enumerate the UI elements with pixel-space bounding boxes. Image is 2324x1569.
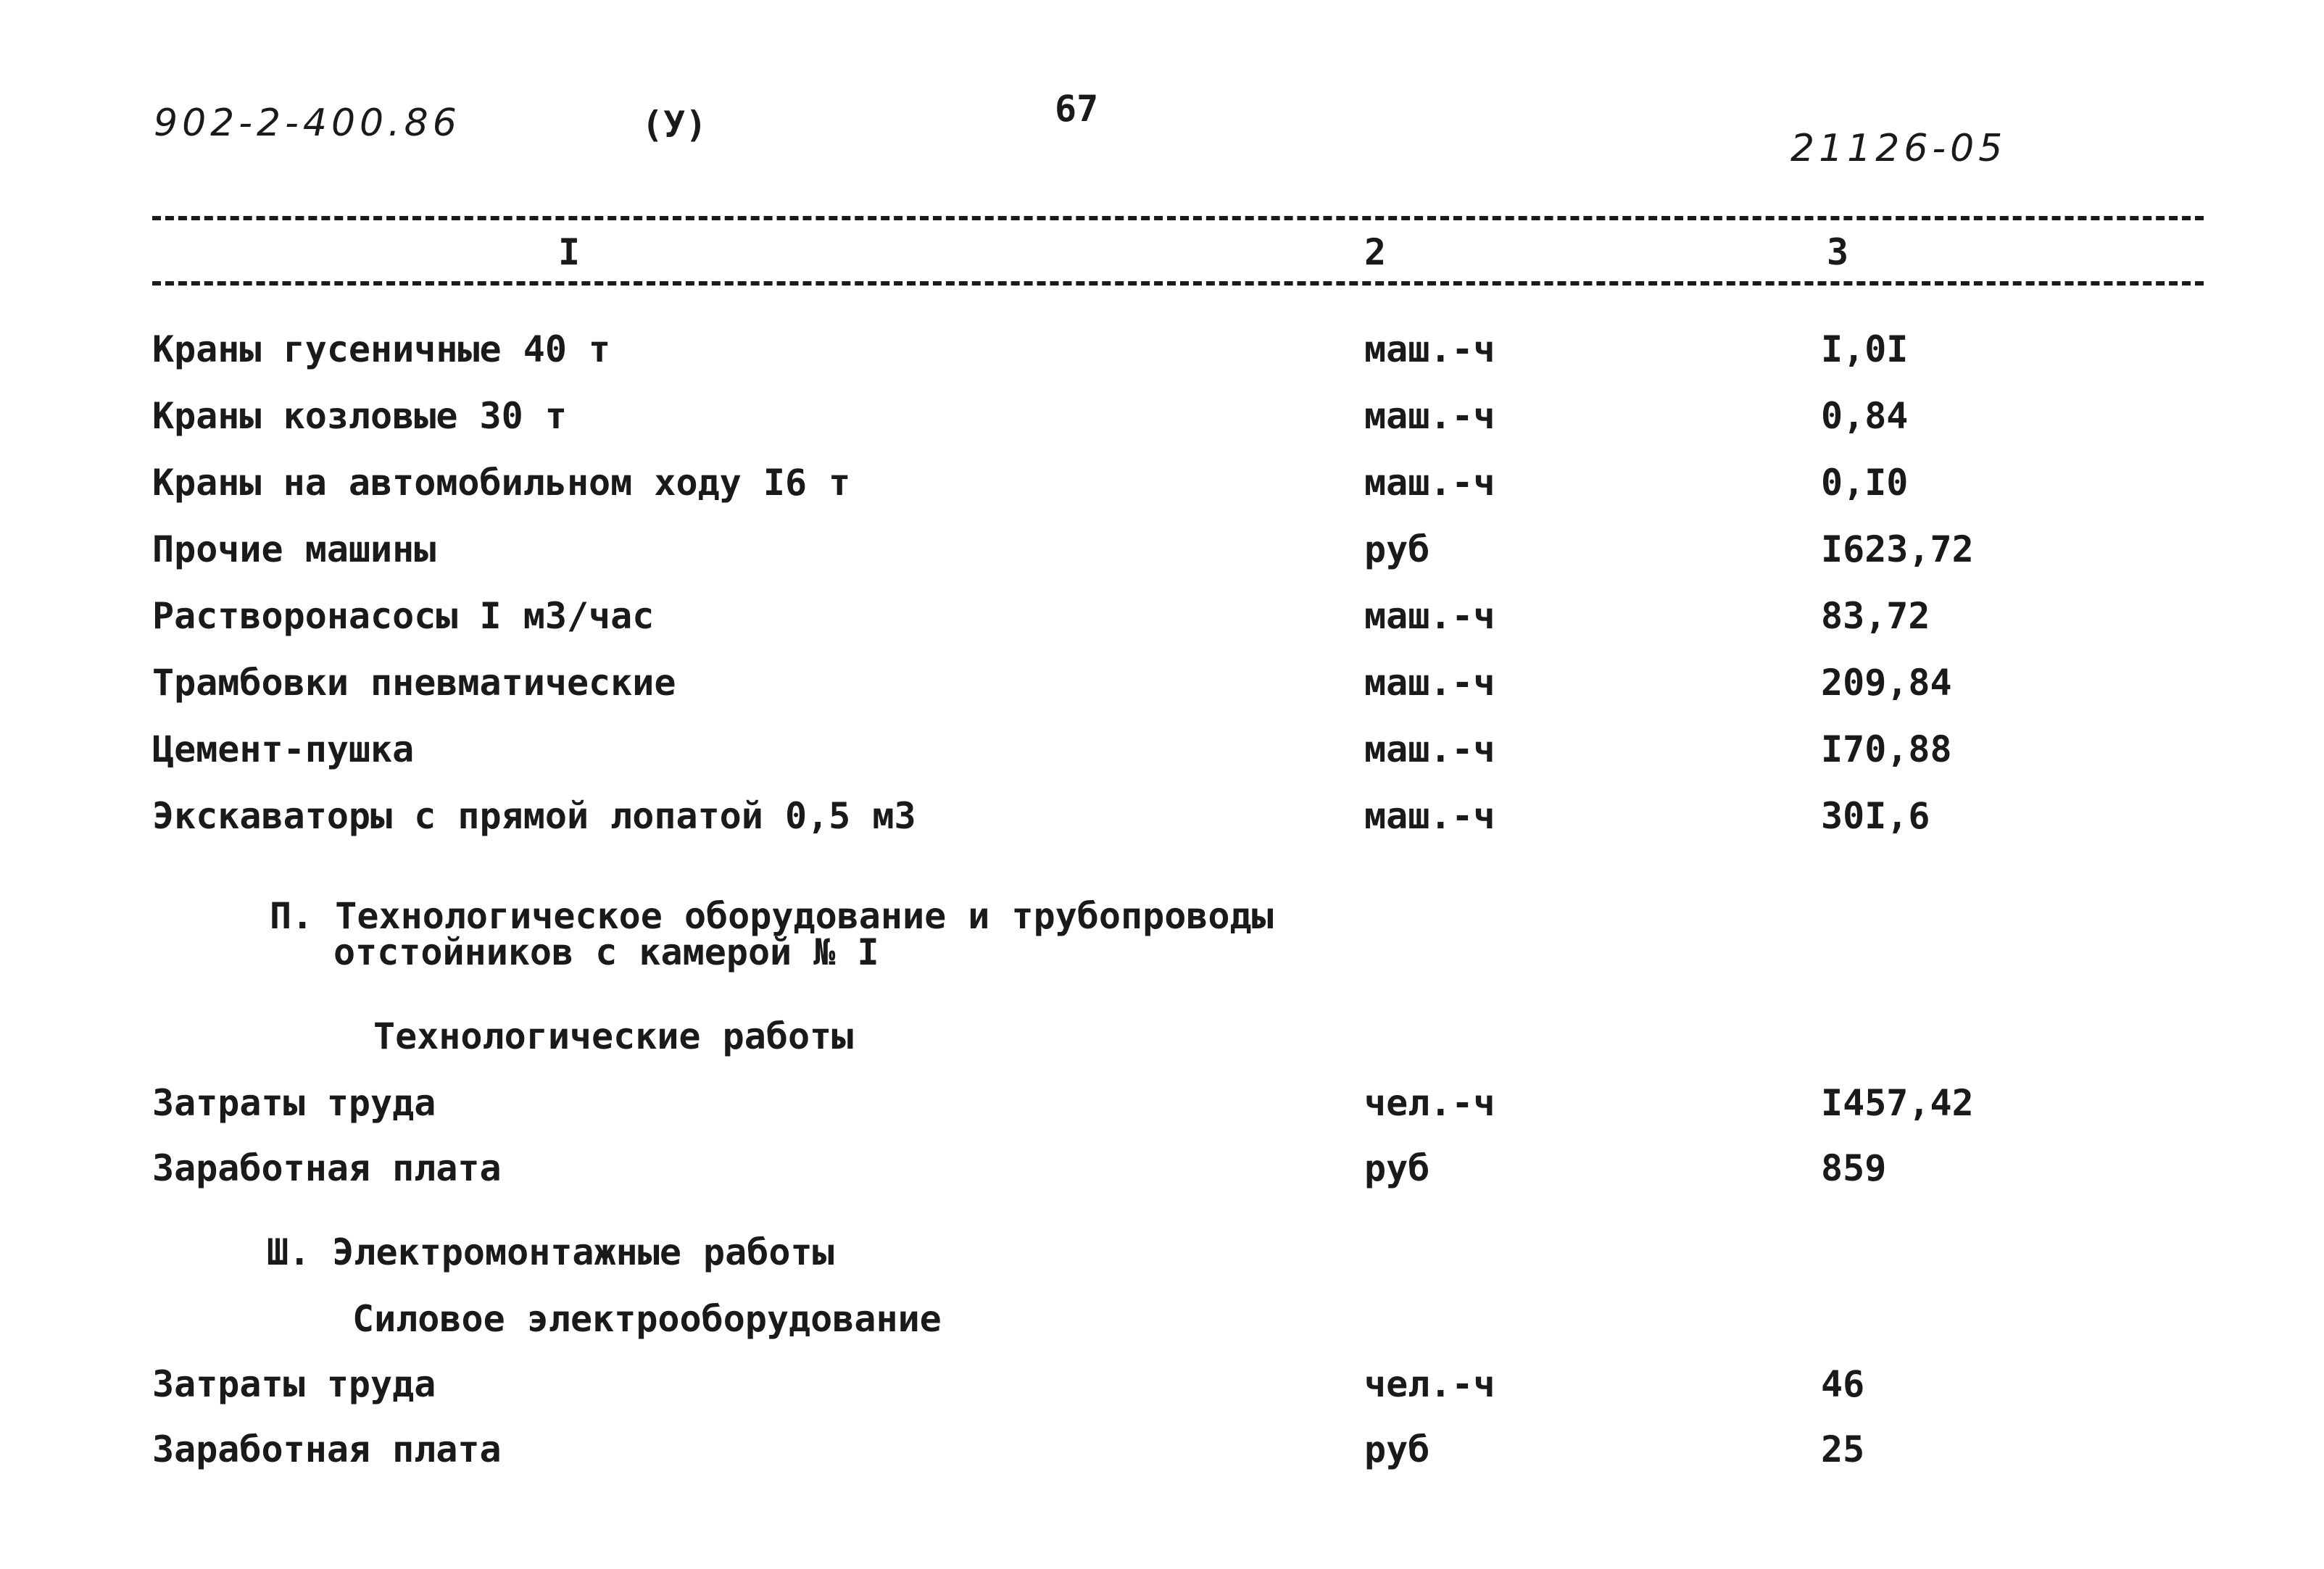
row-unit: маш.-ч — [1364, 795, 1495, 837]
row-value: 0,84 — [1821, 395, 1909, 437]
row-name: Цемент-пушка — [152, 728, 415, 770]
row-value: I70,88 — [1821, 728, 1952, 770]
row-name: Затраты труда — [152, 1082, 436, 1124]
row-name: Краны гусеничные 40 т — [152, 328, 611, 370]
row-unit: чел.-ч — [1364, 1363, 1495, 1405]
row-name: Затраты труда — [152, 1363, 436, 1405]
handwritten-stamp: 21126-05 — [1790, 127, 2007, 170]
row-unit: руб — [1364, 1428, 1430, 1470]
row-unit: чел.-ч — [1364, 1082, 1495, 1124]
row-name: Растворонасосы I м3/час — [152, 595, 655, 637]
section-2-title: П. Технологическое оборудование и трубопроводы — [270, 895, 1274, 937]
row-value: 46 — [1821, 1363, 1865, 1405]
table-row — [0, 461, 2324, 512]
row-value: 859 — [1821, 1147, 1887, 1189]
column-header-2: 2 — [1364, 231, 1387, 273]
section-3-subtitle: Силовое электрооборудование — [352, 1298, 942, 1340]
row-name: Прочие машины — [152, 528, 436, 570]
table-row — [0, 528, 2324, 578]
table-row — [0, 594, 2324, 645]
row-name: Краны на автомобильном ходу I6 т — [152, 462, 851, 504]
row-value: I,0I — [1821, 328, 1909, 370]
row-name: Заработная плата — [152, 1428, 502, 1470]
column-header-3: 3 — [1827, 231, 1849, 273]
row-unit: маш.-ч — [1364, 328, 1495, 370]
row-value: 83,72 — [1821, 595, 1930, 637]
row-unit: маш.-ч — [1364, 395, 1495, 437]
row-name: Экскаваторы с прямой лопатой 0,5 м3 — [152, 795, 916, 837]
header-rule-top — [152, 216, 2204, 220]
table-row — [0, 728, 2324, 778]
row-name: Заработная плата — [152, 1147, 502, 1189]
table-row — [0, 1428, 2324, 1478]
row-value: 0,I0 — [1821, 462, 1909, 504]
row-unit: маш.-ч — [1364, 595, 1495, 637]
page-number: 67 — [1055, 88, 1099, 130]
section-2-subtitle: Технологические работы — [373, 1015, 854, 1057]
section-3-title: Ш. Электромонтажные работы — [267, 1231, 834, 1273]
column-header-1: I — [558, 231, 581, 273]
row-value: 25 — [1821, 1428, 1865, 1470]
table-row — [0, 794, 2324, 845]
table-row — [0, 394, 2324, 445]
row-value: 209,84 — [1821, 662, 1952, 704]
row-value: I623,72 — [1821, 528, 1974, 570]
row-unit: маш.-ч — [1364, 462, 1495, 504]
table-row — [0, 661, 2324, 712]
row-unit: руб — [1364, 528, 1430, 570]
table-row — [0, 1362, 2324, 1413]
table-row — [0, 328, 2324, 378]
row-value: I457,42 — [1821, 1082, 1974, 1124]
variant-mark: (У) — [642, 104, 707, 146]
document-code: 902-2-400.86 — [154, 101, 461, 145]
row-unit: руб — [1364, 1147, 1430, 1189]
section-2-title-cont: отстойников с камерой № I — [333, 931, 879, 973]
row-name: Краны козловые 30 т — [152, 395, 567, 437]
row-unit: маш.-ч — [1364, 662, 1495, 704]
table-row — [0, 1146, 2324, 1197]
row-value: 30I,6 — [1821, 795, 1930, 837]
header-rule-bottom — [152, 281, 2204, 286]
row-name: Трамбовки пневматические — [152, 662, 676, 704]
row-unit: маш.-ч — [1364, 728, 1495, 770]
table-row — [0, 1081, 2324, 1132]
